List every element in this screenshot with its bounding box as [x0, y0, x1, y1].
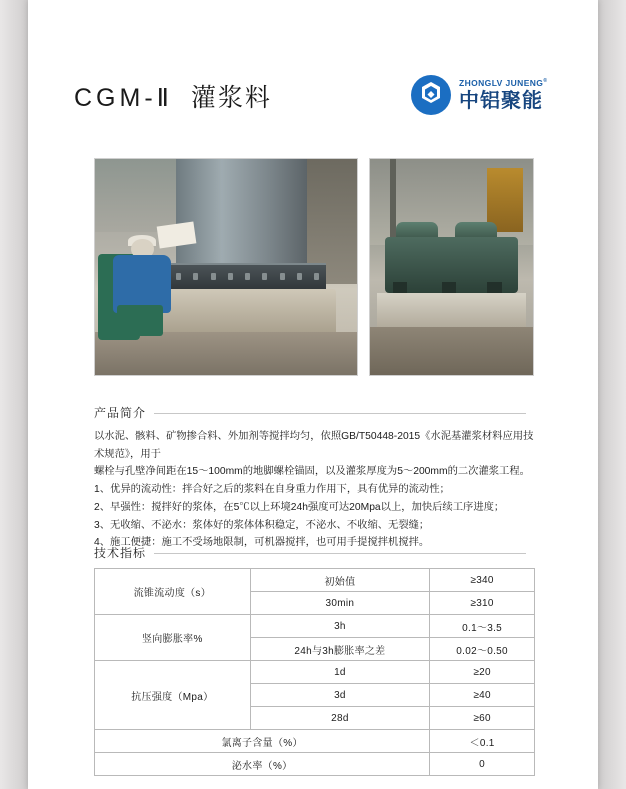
intro-line: 以水泥、骸料、矿物掺合料、外加剂等搅拌均匀，依照GB/T50448-2015《水泥基灌浆材料应用技术规范》，用于 [94, 431, 534, 460]
table-cell-condition: 28d [250, 707, 430, 730]
table-cell-value: 0.02～0.50 [430, 638, 535, 661]
logo-wordmark [459, 79, 547, 111]
table-cell-value: ≥40 [430, 684, 535, 707]
table-row [95, 753, 535, 776]
table-cell-condition: 初始值 [250, 569, 430, 592]
table-row-label: 竖向膨胀率% [95, 615, 251, 661]
logo-english: ZHONGLV JUNENG® [459, 78, 548, 89]
table-row [95, 615, 535, 638]
table-row-label: 流锥流动度（s） [95, 569, 251, 615]
photo-gallery [94, 158, 534, 376]
table-cell-value: ≥60 [430, 707, 535, 730]
document-page [28, 0, 598, 789]
company-logo [410, 68, 560, 122]
table-cell-value: ＜0.1 [430, 730, 535, 753]
photo-pump-skid-on-concrete-foundation [369, 158, 534, 376]
intro-line: 2、早强性：搅拌好的浆体，在5℃以上环境24h强度可达20Mpa以上，加快后续工序进度； [94, 501, 505, 513]
table-row [95, 730, 535, 753]
section-divider [154, 413, 526, 414]
page-title-code: CGM-Ⅱ [74, 84, 173, 112]
table-cell-condition: 3d [250, 684, 430, 707]
page-title-name: 灌浆料 [190, 84, 272, 112]
intro-line: 4、施工便捷：施工不受场地限制，可机器搅拌，也可用手提搅拌机搅拌。 [94, 537, 430, 549]
page-shadow-left [0, 0, 28, 789]
table-row-label: 抗压强度（Mpa） [95, 661, 251, 730]
table-cell-condition: 24h与3h膨胀率之差 [250, 638, 430, 661]
table-cell-value: ≥20 [430, 661, 535, 684]
table-cell-value: 0 [430, 753, 535, 776]
table-cell-value: ≥310 [430, 592, 535, 615]
table-cell-value: ≥340 [430, 569, 535, 592]
table-cell-condition: 3h [250, 615, 430, 638]
table-row [95, 661, 535, 684]
tech-indicators-table [94, 568, 535, 776]
table-row-label: 泌水率（%） [95, 753, 430, 776]
table-row-label: 氯离子含量（%） [95, 730, 430, 753]
table-cell-value: 0.1～3.5 [430, 615, 535, 638]
section-heading-intro: 产品简介 [94, 404, 146, 421]
table-row [95, 569, 535, 592]
hexagon-diamond-logo-icon [410, 74, 452, 116]
logo-chinese: 中铝聚能 [459, 89, 543, 112]
intro-line: 1、优异的流动性：拌合好之后的浆料在自身重力作用下，具有优异的流动性； [94, 484, 450, 496]
page-title [74, 78, 272, 114]
product-introduction [94, 428, 540, 552]
tech-table-wrapper [94, 568, 535, 776]
table-cell-condition: 1d [250, 661, 430, 684]
table-cell-condition: 30min [250, 592, 430, 615]
photo-worker-grouting-round-pedestal [94, 158, 358, 376]
section-divider [154, 553, 526, 554]
page-shadow-right [598, 0, 626, 789]
registered-mark-icon: ® [543, 78, 548, 85]
section-heading-tech: 技术指标 [94, 544, 146, 561]
intro-line: 3、无收缩、不泌水：浆体好的浆体体积稳定，不泌水、不收缩、无裂缝； [94, 519, 430, 531]
intro-line: 螺栓与孔壁净间距在15～100mm的地脚螺栓锚固，以及灌浆厚度为5～200mm的二次灌浆工程。 [94, 466, 530, 478]
page-header [28, 60, 598, 132]
